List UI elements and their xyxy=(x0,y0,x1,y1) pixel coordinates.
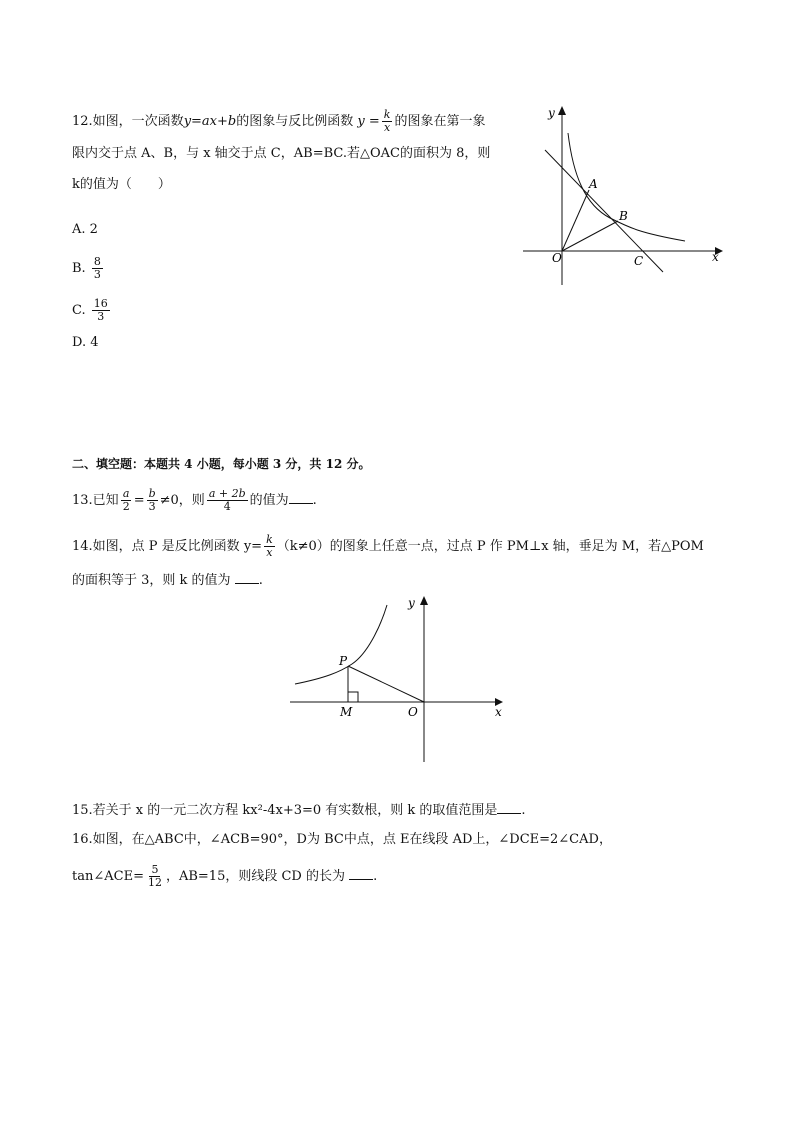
q14-hyperbola xyxy=(295,605,387,684)
q12-fig-a: A xyxy=(589,177,598,191)
q12-fig-b: B xyxy=(619,209,628,223)
q16-tan-label: tan∠ACE= xyxy=(72,869,144,884)
q16-frac xyxy=(146,864,164,889)
q12-fig-y: y xyxy=(548,106,555,120)
q14-k-over-x xyxy=(264,534,275,559)
q12-b-den: 3 xyxy=(93,268,101,281)
q12-linear-eq: y=ax+b xyxy=(183,114,237,129)
q12-y-eq: y = xyxy=(357,114,380,129)
q14-fig-p: P xyxy=(339,654,348,668)
q14-fig-m: M xyxy=(340,705,353,719)
q12-fig-c: C xyxy=(634,254,644,268)
q12-hyperbola xyxy=(568,133,685,241)
q12-c-num: 16 xyxy=(93,297,108,310)
q13-end: . xyxy=(312,493,317,508)
q12-option-b xyxy=(72,256,105,281)
section-heading: 二、填空题：本题共 4 小题，每小题 3 分，共 12 分。 xyxy=(72,457,371,471)
q12-line2: 限内交于点 A、B，与 x 轴交于点 C，AB=BC.若△OAC的面积为 8，则 xyxy=(72,146,491,161)
q13-b-den: 3 xyxy=(148,500,156,513)
q16-den: 12 xyxy=(147,876,162,889)
q14-fig-o: O xyxy=(408,705,418,719)
q14-line2 xyxy=(72,571,263,589)
q16-end: . xyxy=(373,869,378,884)
q12-option-c-label: C. xyxy=(72,303,86,318)
q13 xyxy=(72,488,317,513)
q12-y-arrow-icon xyxy=(558,106,566,115)
q12-segment-oa xyxy=(562,190,589,251)
q12-c-den: 3 xyxy=(97,310,105,323)
q15-answer-blank[interactable] xyxy=(497,801,521,814)
q15 xyxy=(72,801,526,819)
q14-right-angle-mark xyxy=(348,692,358,702)
q16-text-b: ，AB=15，则线段 CD 的长为 xyxy=(165,869,345,884)
q12-fig-x: x xyxy=(712,250,719,264)
q13-b-num: b xyxy=(148,487,156,500)
q13-suffix: 的值为 xyxy=(249,493,289,508)
q14-line2-text: 的面积等于 3，则 k 的值为 xyxy=(72,573,231,588)
q12-option-b-frac xyxy=(92,256,103,281)
q12-option-c xyxy=(72,298,112,323)
q12-k: k xyxy=(383,108,391,121)
q12-text-a: 12.如图，一次函数 xyxy=(72,114,184,129)
q13-frac-b xyxy=(147,488,158,513)
q14-segment-po xyxy=(348,666,424,702)
q12-line3: k的值为（ ） xyxy=(72,177,171,192)
q12-line1 xyxy=(72,109,485,134)
q12-b-num: 8 xyxy=(93,255,101,268)
q14-x: x xyxy=(266,546,273,559)
q15-text: 15.若关于 x 的一元二次方程 kx²-4x+3=0 有实数根，则 k 的取值范围是 xyxy=(72,803,498,818)
q13-frac-c xyxy=(207,488,248,513)
q12-option-c-frac xyxy=(92,298,110,323)
q16-num: 5 xyxy=(151,863,159,876)
q13-answer-blank[interactable] xyxy=(289,491,313,504)
q15-end: . xyxy=(521,803,526,818)
q12-option-d: D. 4 xyxy=(72,335,99,350)
q14-text-a: 14.如图，点 P 是反比例函数 y= xyxy=(72,539,263,554)
q12-fig-o: O xyxy=(552,251,562,265)
q13-a-num: a xyxy=(122,487,130,500)
q13-frac-a xyxy=(121,488,132,513)
q16-line1: 16.如图，在△ABC中，∠ACB=90°，D为 BC中点，点 E在线段 AD上，∠DCE=2∠CAD， xyxy=(72,832,612,847)
q14-y-arrow-icon xyxy=(420,596,428,605)
q13-ne: ≠0，则 xyxy=(159,493,205,508)
q13-c-num: a + 2b xyxy=(208,487,246,500)
q13-prefix: 13.已知 xyxy=(72,493,119,508)
q12-text-b: 的图象与反比例函数 xyxy=(236,114,354,129)
q12-segment-ob xyxy=(562,221,618,251)
q12-k-over-x xyxy=(382,109,393,134)
q14-line1 xyxy=(72,534,704,559)
q12-line xyxy=(545,150,663,272)
q14-fig-x: x xyxy=(495,705,502,719)
q12-x: x xyxy=(383,121,391,134)
q14-answer-blank[interactable] xyxy=(235,571,259,584)
q14-end: . xyxy=(258,573,263,588)
q12-figure xyxy=(515,95,730,290)
q16-answer-blank[interactable] xyxy=(349,867,373,880)
q12-text-c: 的图象在第一象 xyxy=(394,114,486,129)
q12-option-a: A. 2 xyxy=(72,222,98,237)
q14-text-b: （k≠0）的图象上任意一点，过点 P 作 PM⊥x 轴，垂足为 M，若△POM xyxy=(276,539,704,554)
q14-k: k xyxy=(266,533,273,546)
q13-a-den: 2 xyxy=(122,500,130,513)
q13-c-den: 4 xyxy=(223,500,231,513)
q12-option-b-label: B. xyxy=(72,261,86,276)
q16-line2 xyxy=(72,864,377,889)
q14-fig-y: y xyxy=(408,596,415,610)
q13-equals: = xyxy=(133,493,145,508)
q14-figure xyxy=(285,590,510,765)
